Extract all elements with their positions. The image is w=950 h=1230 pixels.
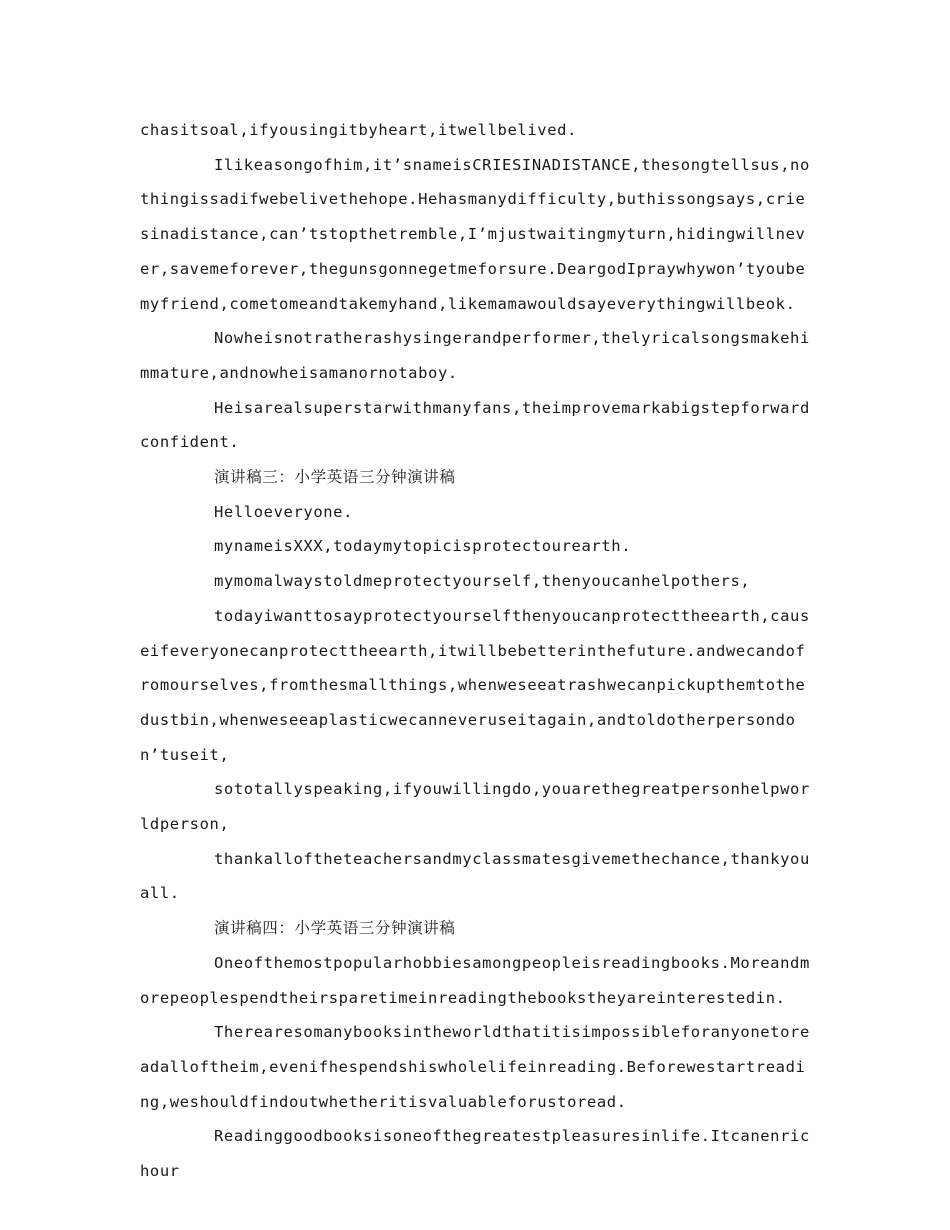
paragraph-8: todayiwanttosayprotectyourselfthenyoucanprotecttheearth,causeifeveryonecanprotecttheearth,itwillbebetterinthefuture.andwecandofromourselves,fromthesmallthings,whenweseeatrashwecanpickupthemtothedustbin,whenweseeaplasticwecanneveruseitagain,andtoldotherpersondon’tuseit, — [140, 606, 810, 764]
paragraph-6: mynameisXXX,todaymytopicisprotectourearth. — [214, 537, 632, 556]
paragraph-7: mymomalwaystoldmeprotectyourself,thenyoucanhelpothers, — [214, 572, 751, 591]
paragraph-5: Helloeveryone. — [214, 502, 354, 521]
paragraph-12: Therearesomanybooksintheworldthatitisimpossibleforanyonetoreadalloftheim,evenifhespendshiswholelifeinreading.Beforewestartreading,weshouldfindoutwhetheritisvaluableforustoread. — [140, 1023, 810, 1111]
paragraph-11: Oneofthemostpopularhobbiesamongpeopleisreadingbooks.Moreandmorepeoplespendtheirsparetimeinreadingthebookstheyareinterestedin. — [140, 953, 810, 1007]
paragraph-13: Readinggoodbooksisoneofthegreatestpleasuresinlife.Itcanenrichour — [140, 1127, 810, 1181]
paragraph-9: sototallyspeaking,ifyouwillingdo,youarethegreatpersonhelpworldperson, — [140, 780, 810, 834]
section-heading-4: 演讲稿四：小学英语三分钟演讲稿 — [214, 919, 456, 938]
paragraph-1: chasitsoal,ifyousingitbyheart,itwellbelived. — [140, 121, 577, 139]
paragraph-4: Heisarealsuperstarwithmanyfans,theimprovemarkabigstepforwardconfident. — [140, 398, 810, 452]
paragraph-3: Nowheisnotratherashysingerandperformer,thelyricalsongsmakehimmature,andnowheisamanornotaboy. — [140, 329, 810, 382]
document-body — [140, 113, 812, 1189]
paragraph-10: thankalloftheteachersandmyclassmatesgivemethechance,thankyouall. — [140, 849, 810, 903]
paragraph-2: Ilikeasongofhim,it’snameisCRIESINADISTANCE,thesongtellsus,nothingissadifwebelivethehope.Hehasmanydifficulty,buthissongsays,criesinadistance,can’tstopthetremble,I’mjustwaitingmyturn,hidingwillnever,savemeforever,thegunsgonnegetmeforsure.DeargodIpraywhywon’tyoubemyfriend,cometomeandtakemyhand,likemamawouldsayeverythingwillbeok. — [140, 155, 810, 313]
section-heading-3: 演讲稿三：小学英语三分钟演讲稿 — [214, 468, 456, 487]
